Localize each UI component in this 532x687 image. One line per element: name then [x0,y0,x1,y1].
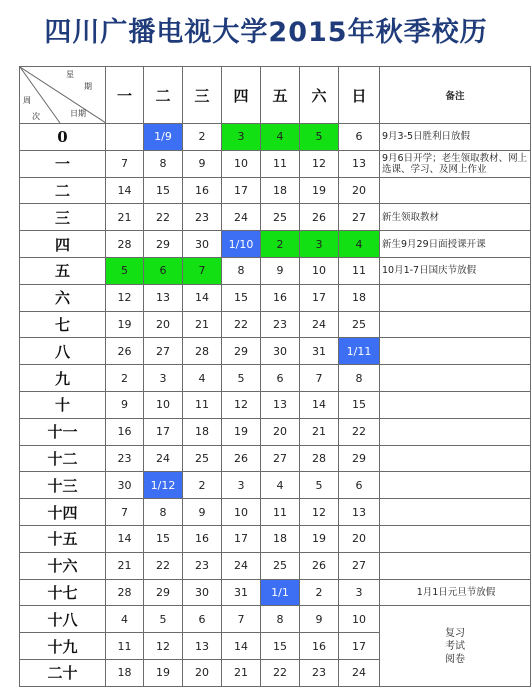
date-cell: 11 [261,150,300,177]
week-row [20,445,531,472]
date-cell: 10 [222,150,261,177]
date-cell: 22 [339,418,380,445]
week-number: 十三 [20,472,106,499]
date-cell: 19 [300,525,339,552]
day-header: 日 [339,67,380,124]
date-cell: 3 [144,365,183,392]
date-cell: 15 [144,177,183,204]
date-cell: 9 [183,499,222,526]
date-cell: 18 [261,525,300,552]
review-line: 考试 [445,640,465,652]
calendar-body [20,124,531,687]
week-row [20,391,531,418]
note-cell: 1月1日元旦节放假 [380,579,531,606]
note-cell [380,525,531,552]
date-cell: 5 [300,472,339,499]
week-row [20,177,531,204]
date-cell: 1/12 [144,472,183,499]
date-cell: 7 [183,257,222,284]
note-cell [380,499,531,526]
date-cell: 1/10 [222,231,261,258]
day-header: 一 [106,67,144,124]
date-cell: 14 [183,284,222,311]
week-number: 二 [20,177,106,204]
note-cell: 9月3-5日胜利日放假 [380,124,531,151]
note-cell [380,365,531,392]
date-cell: 6 [183,606,222,633]
date-cell: 28 [300,445,339,472]
date-cell: 26 [300,204,339,231]
week-number: 十五 [20,525,106,552]
week-row [20,525,531,552]
date-cell: 8 [144,499,183,526]
week-row [20,472,531,499]
review-note [380,606,531,686]
date-cell: 30 [106,472,144,499]
date-cell: 4 [106,606,144,633]
week-row [20,499,531,526]
date-cell: 13 [339,499,380,526]
week-row [20,365,531,392]
date-cell: 3 [222,124,261,151]
date-cell: 9 [261,257,300,284]
date-cell: 5 [106,257,144,284]
week-number: 五 [20,257,106,284]
header-row [20,67,531,124]
date-cell: 21 [106,204,144,231]
week-number: 十六 [20,552,106,579]
date-cell: 23 [261,311,300,338]
date-cell: 16 [183,525,222,552]
week-row [20,579,531,606]
date-cell: 19 [222,418,261,445]
date-cell: 6 [261,365,300,392]
date-cell: 6 [144,257,183,284]
date-cell: 21 [106,552,144,579]
week-number: 九 [20,365,106,392]
week-row [20,124,531,151]
date-cell: 20 [183,659,222,686]
date-cell: 18 [339,284,380,311]
note-cell [380,552,531,579]
date-cell: 26 [106,338,144,365]
week-number: 二十 [20,659,106,686]
date-cell: 29 [222,338,261,365]
date-cell: 12 [106,284,144,311]
date-cell: 3 [222,472,261,499]
week-row [20,257,531,284]
day-header: 五 [261,67,300,124]
date-cell: 27 [339,552,380,579]
date-cell: 3 [300,231,339,258]
date-cell: 10 [222,499,261,526]
date-cell: 17 [222,177,261,204]
date-cell: 25 [339,311,380,338]
date-cell: 2 [183,124,222,151]
note-cell [380,177,531,204]
note-cell: 新生9月29日面授课开课 [380,231,531,258]
note-cell [380,311,531,338]
date-cell: 28 [106,579,144,606]
date-cell: 1/1 [261,579,300,606]
date-cell: 4 [261,472,300,499]
week-number: 0 [20,124,106,151]
date-cell: 15 [144,525,183,552]
date-cell: 18 [183,418,222,445]
date-cell: 11 [183,391,222,418]
week-row [20,338,531,365]
corner-zhou: 周 [23,96,31,105]
week-row [20,204,531,231]
week-row [20,311,531,338]
date-cell: 27 [144,338,183,365]
week-number: 十九 [20,633,106,660]
date-cell: 4 [339,231,380,258]
week-row [20,284,531,311]
date-cell: 11 [339,257,380,284]
date-cell: 8 [339,365,380,392]
date-cell: 22 [144,552,183,579]
date-cell [106,124,144,151]
date-cell: 24 [222,204,261,231]
date-cell: 5 [144,606,183,633]
date-cell: 2 [106,365,144,392]
date-cell: 13 [144,284,183,311]
day-header: 二 [144,67,183,124]
date-cell: 5 [300,124,339,151]
date-cell: 9 [106,391,144,418]
date-cell: 23 [106,445,144,472]
date-cell: 24 [300,311,339,338]
week-row [20,418,531,445]
note-cell [380,472,531,499]
date-cell: 17 [222,525,261,552]
week-number: 十七 [20,579,106,606]
date-cell: 16 [261,284,300,311]
week-number: 八 [20,338,106,365]
date-cell: 6 [339,124,380,151]
date-cell: 8 [144,150,183,177]
date-cell: 20 [261,418,300,445]
date-cell: 19 [144,659,183,686]
date-cell: 14 [106,177,144,204]
date-cell: 22 [222,311,261,338]
page-title: 四川广播电视大学2015年秋季校历 [44,17,488,48]
date-cell: 16 [183,177,222,204]
date-cell: 7 [106,150,144,177]
date-cell: 14 [222,633,261,660]
note-cell: 9月6日开学；老生领取教材、网上选课、学习、及网上作业 [380,150,531,177]
date-cell: 1/9 [144,124,183,151]
date-cell: 25 [261,552,300,579]
date-cell: 8 [261,606,300,633]
date-cell: 12 [300,150,339,177]
date-cell: 7 [300,365,339,392]
date-cell: 10 [300,257,339,284]
date-cell: 30 [261,338,300,365]
date-cell: 30 [183,231,222,258]
date-cell: 5 [222,365,261,392]
date-cell: 28 [106,231,144,258]
date-cell: 23 [183,204,222,231]
corner-star: 星 [66,70,74,79]
date-cell: 7 [106,499,144,526]
date-cell: 20 [339,177,380,204]
note-cell [380,391,531,418]
date-cell: 27 [261,445,300,472]
date-cell: 31 [222,579,261,606]
week-number: 十二 [20,445,106,472]
date-cell: 7 [222,606,261,633]
notes-header: 备注 [380,67,531,124]
week-number: 十八 [20,606,106,633]
week-row [20,231,531,258]
note-cell [380,418,531,445]
date-cell: 31 [300,338,339,365]
date-cell: 11 [106,633,144,660]
date-cell: 14 [300,391,339,418]
date-cell: 12 [144,633,183,660]
date-cell: 19 [300,177,339,204]
week-number: 七 [20,311,106,338]
week-number: 一 [20,150,106,177]
day-header: 四 [222,67,261,124]
date-cell: 24 [222,552,261,579]
date-cell: 1/11 [339,338,380,365]
date-cell: 12 [222,391,261,418]
note-cell [380,284,531,311]
review-line: 阅卷 [445,653,465,665]
date-cell: 16 [300,633,339,660]
note-cell [380,338,531,365]
date-cell: 11 [261,499,300,526]
date-cell: 29 [339,445,380,472]
date-cell: 21 [183,311,222,338]
date-cell: 10 [339,606,380,633]
date-cell: 16 [106,418,144,445]
date-cell: 30 [183,579,222,606]
date-cell: 17 [300,284,339,311]
date-cell: 28 [183,338,222,365]
date-cell: 12 [300,499,339,526]
date-cell: 29 [144,579,183,606]
date-cell: 2 [183,472,222,499]
corner-ci: 次 [32,112,40,121]
date-cell: 6 [339,472,380,499]
date-cell: 17 [144,418,183,445]
date-cell: 9 [300,606,339,633]
date-cell: 13 [339,150,380,177]
date-cell: 27 [339,204,380,231]
date-cell: 9 [183,150,222,177]
date-cell: 3 [339,579,380,606]
week-row [20,606,531,633]
date-cell: 15 [222,284,261,311]
week-number: 十一 [20,418,106,445]
date-cell: 10 [144,391,183,418]
date-cell: 2 [300,579,339,606]
date-cell: 15 [339,391,380,418]
date-cell: 8 [222,257,261,284]
date-cell: 26 [300,552,339,579]
date-cell: 20 [339,525,380,552]
week-number: 六 [20,284,106,311]
date-cell: 21 [222,659,261,686]
date-cell: 20 [144,311,183,338]
note-cell: 新生领取教材 [380,204,531,231]
week-number: 四 [20,231,106,258]
week-number: 十四 [20,499,106,526]
week-number: 十 [20,391,106,418]
diagonal-header [20,67,105,123]
review-line: 复习 [445,627,465,639]
date-cell: 24 [144,445,183,472]
date-cell: 4 [183,365,222,392]
date-cell: 25 [261,204,300,231]
date-cell: 23 [183,552,222,579]
date-cell: 23 [300,659,339,686]
note-cell [380,445,531,472]
date-cell: 17 [339,633,380,660]
day-header: 六 [300,67,339,124]
date-cell: 21 [300,418,339,445]
date-cell: 18 [106,659,144,686]
date-cell: 4 [261,124,300,151]
note-cell: 10月1-7日国庆节放假 [380,257,531,284]
corner-riqi: 日期 [70,109,86,118]
date-cell: 13 [183,633,222,660]
week-row [20,552,531,579]
date-cell: 26 [222,445,261,472]
corner-qi: 期 [84,82,92,91]
date-cell: 18 [261,177,300,204]
corner-cell [20,67,106,124]
day-header: 三 [183,67,222,124]
date-cell: 25 [183,445,222,472]
date-cell: 2 [261,231,300,258]
date-cell: 19 [106,311,144,338]
date-cell: 22 [144,204,183,231]
week-row [20,150,531,177]
date-cell: 15 [261,633,300,660]
week-number: 三 [20,204,106,231]
date-cell: 29 [144,231,183,258]
date-cell: 14 [106,525,144,552]
calendar-table [19,66,531,687]
date-cell: 13 [261,391,300,418]
date-cell: 22 [261,659,300,686]
date-cell: 24 [339,659,380,686]
